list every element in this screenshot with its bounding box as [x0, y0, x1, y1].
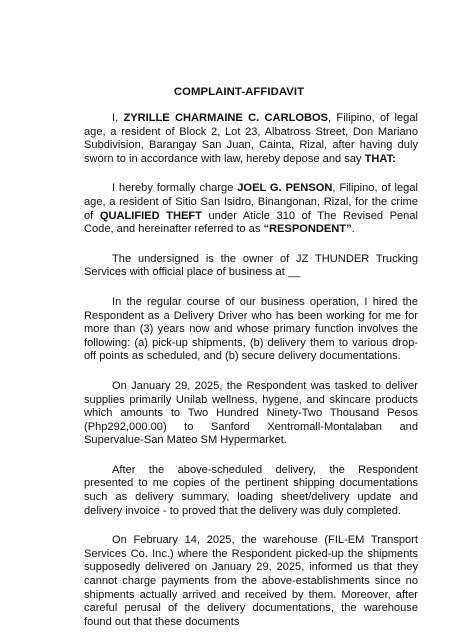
that-label: THAT:: [364, 152, 396, 165]
text: under Aticle 310 of The Revised Penal Code, and hereinafter referred to as: [84, 209, 418, 236]
text: , Filipino, of legal age, a resident of Sitio San Isidro, Binangonan, Rizal, for the crime of: [84, 182, 418, 222]
paragraph-documents: After the above-scheduled delivery, the Respondent presented to me copies of the pertinent shipping documentations such as delivery summary, loading sheet/delivery update and delivery invoice - to proved that the delivery was duly completed.: [84, 463, 418, 517]
respondent-label: “RESPONDENT”: [263, 223, 352, 236]
text: I,: [112, 112, 124, 124]
crime-name: QUALIFIED THEFT: [99, 209, 202, 222]
paragraph-warehouse-report: On February 14, 2025, the warehouse (FIL-EM Transport Services Co. Inc.) where the Respondent picked-up the shipments supposedly delivered on January 29, 2025, informed us that they cannot charge payments from the above-establishments since no shipments actually arrived and received by them. Moreover, after careful perusal of the delivery documentations, the warehouse found out that these documents: [84, 534, 418, 628]
paragraph-delivery-task: On January 29, 2025, the Respondent was tasked to deliver supplies primarily Unilab wellness, hygene, and skincare products which amounts to Two Hundred Ninety-Two Thousand Pesos (Php292,000.00) to Sanford Xentromall-Montalaban and Supervalue-San Mateo SM Hypermarket.: [84, 379, 418, 447]
text: .: [351, 223, 355, 236]
paragraph-owner: The undersigned is the owner of JZ THUNDER Trucking Services with official place of business at __: [84, 252, 418, 279]
paragraph-charge: [84, 182, 418, 236]
respondent-name: JOEL G. PENSON: [237, 182, 333, 195]
text: I hereby formally charge: [112, 182, 238, 195]
paragraph-affiant-intro: [84, 112, 418, 166]
document-title: COMPLAINT-AFFIDAVIT: [173, 86, 305, 98]
affiant-name: ZYRILLE CHARMAINE C. CARLOBOS: [123, 112, 329, 124]
paragraph-employment: In the regular course of our business operation, I hired the Respondent as a Delivery Driver who has been working for me for more than (3) years now and whose primary function involves the following: (a) pick-up shipments, (b) delivery them to various drop-off points as scheduled, and (b) secure delivery documentations.: [84, 295, 418, 363]
text: , Filipino, of legal age, a resident of Block 2, Lot 23, Albatross Street, Don Marіano Subdivision, Barangay San Juan, Cainta, Rizal, after having duly sworn to in accordance with law, hereby depose and say: [84, 112, 418, 165]
